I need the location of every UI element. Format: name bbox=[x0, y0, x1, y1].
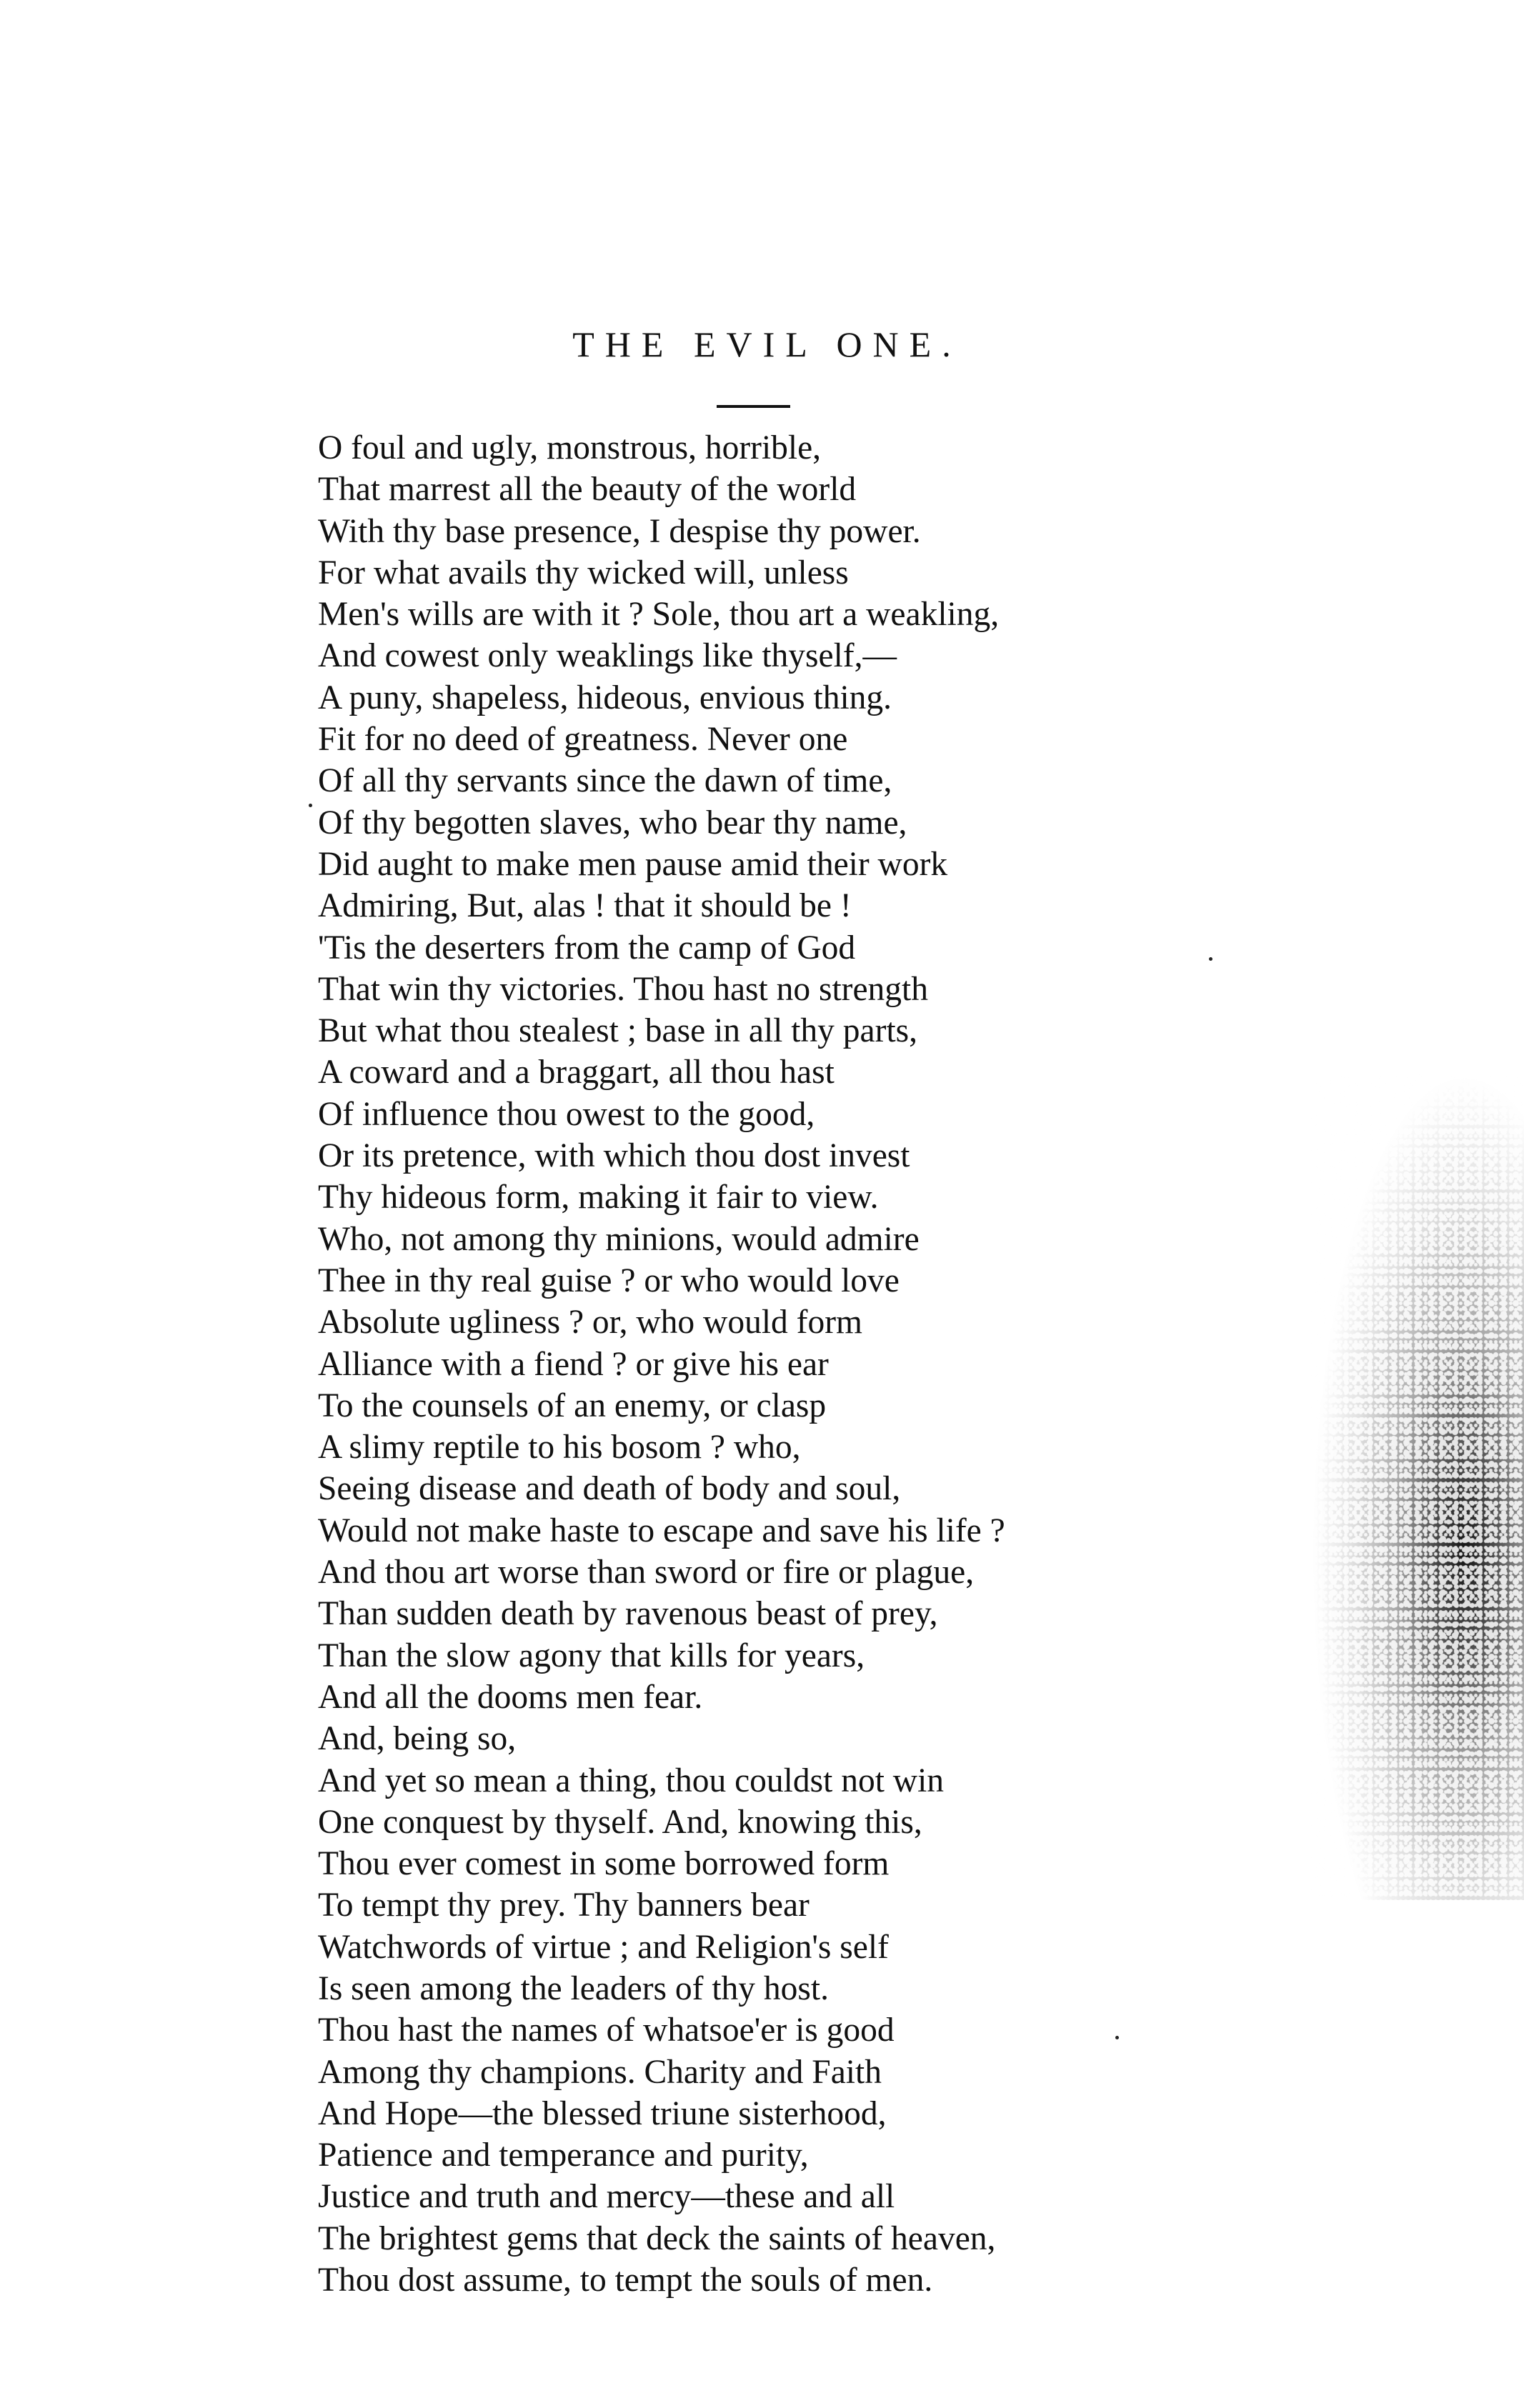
poem-line: For what avails thy wicked will, unless bbox=[318, 554, 849, 591]
poem-line: Than sudden death by ravenous beast of prey, bbox=[318, 1595, 938, 1633]
ink-speckle-texture bbox=[1311, 1071, 1524, 1900]
stray-ink-dot bbox=[1115, 2036, 1119, 2039]
poem-line: And all the dooms men fear. bbox=[318, 1678, 703, 1716]
poem-line: Watchwords of virtue ; and Religion's self bbox=[318, 1928, 889, 1966]
poem-line: A coward and a braggart, all thou hast bbox=[318, 1054, 835, 1091]
poem-line: Who, not among thy minions, would admire bbox=[318, 1220, 920, 1258]
poem-body bbox=[318, 427, 1218, 2301]
poem-line: Among thy champions. Charity and Faith bbox=[318, 2053, 882, 2091]
poem-line: Of thy begotten slaves, who bear thy name, bbox=[318, 804, 907, 841]
poem-line: Would not make haste to escape and save his life ? bbox=[318, 1512, 1005, 1549]
poem-line: Admiring, But, alas ! that it should be ! bbox=[318, 887, 852, 925]
poem-line: With thy base presence, I despise thy power. bbox=[318, 512, 921, 550]
stray-ink-dot bbox=[309, 804, 312, 807]
poem-line: Alliance with a fiend ? or give his ear bbox=[318, 1345, 829, 1383]
poem-line: That marrest all the beauty of the world bbox=[318, 471, 857, 509]
poem-line: To the counsels of an enemy, or clasp bbox=[318, 1387, 827, 1424]
poem-line: And thou art worse than sword or fire or plague, bbox=[318, 1554, 975, 1592]
poem-line: Seeing disease and death of body and soul, bbox=[318, 1470, 901, 1508]
poem-line: And, being so, bbox=[318, 1720, 517, 1758]
poem-line: One conquest by thyself. And, knowing this, bbox=[318, 1803, 922, 1841]
poem-line: But what thou stealest ; base in all thy parts, bbox=[318, 1012, 918, 1050]
poem-line: Thou hast the names of whatsoe'er is good bbox=[318, 2012, 895, 2049]
poem-line: And yet so mean a thing, thou couldst not win bbox=[318, 1762, 945, 1799]
poem-line: O foul and ugly, monstrous, horrible, bbox=[318, 429, 822, 466]
poem-line: A slimy reptile to his bosom ? who, bbox=[318, 1429, 801, 1467]
stray-ink-dot bbox=[1209, 957, 1212, 961]
poem-line: Did aught to make men pause amid their work bbox=[318, 845, 948, 883]
poem-line: And Hope—the blessed triune sisterhood, bbox=[318, 2094, 887, 2132]
poem-line: Justice and truth and mercy—these and all bbox=[318, 2178, 895, 2216]
poem-line: Thy hideous form, making it fair to view. bbox=[318, 1179, 879, 1217]
poem-line: Is seen among the leaders of thy host. bbox=[318, 1969, 829, 2007]
poem-line: And cowest only weaklings like thyself,— bbox=[318, 637, 897, 675]
poem-line: Men's wills are with it ? Sole, thou art a weakling, bbox=[318, 596, 1000, 634]
poem-line: Or its pretence, with which thou dost invest bbox=[318, 1137, 910, 1175]
poem-line: Than the slow agony that kills for years, bbox=[318, 1637, 865, 1674]
poem-line: 'Tis the deserters from the camp of God bbox=[318, 929, 856, 966]
poem-line: Of all thy servants since the dawn of time, bbox=[318, 762, 892, 800]
poem-line: Absolute ugliness ? or, who would form bbox=[318, 1304, 862, 1342]
title-divider bbox=[717, 405, 790, 408]
poem-line: To tempt thy prey. Thy banners bear bbox=[318, 1887, 810, 1924]
poem-title: THE EVIL ONE. bbox=[572, 324, 962, 364]
poem-line: Thou dost assume, to tempt the souls of men. bbox=[318, 2262, 933, 2299]
poem-line: Fit for no deed of greatness. Never one bbox=[318, 721, 848, 759]
poem-line: Of influence thou owest to the good, bbox=[318, 1095, 815, 1133]
poem-line: The brightest gems that deck the saints of heaven, bbox=[318, 2219, 996, 2257]
poem-line: That win thy victories. Thou hast no strength bbox=[318, 970, 929, 1008]
poem-line: Thou ever comest in some borrowed form bbox=[318, 1845, 890, 1883]
poem-line: Patience and temperance and purity, bbox=[318, 2137, 809, 2174]
poem-line: Thee in thy real guise ? or who would love bbox=[318, 1262, 900, 1299]
poem-line: A puny, shapeless, hideous, envious thing. bbox=[318, 679, 892, 716]
